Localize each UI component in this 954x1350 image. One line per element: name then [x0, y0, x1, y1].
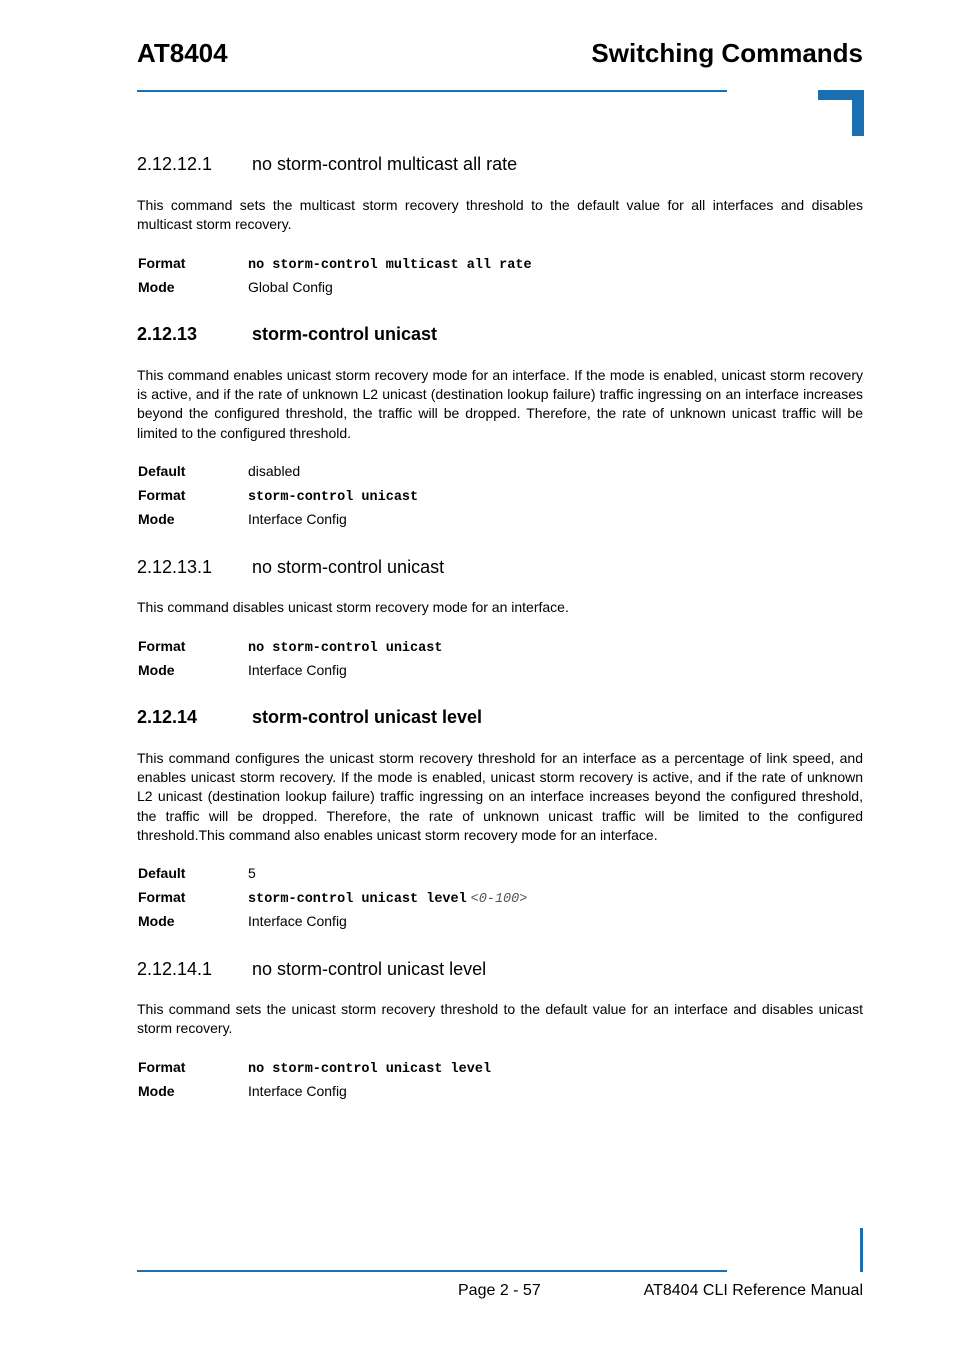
format-value: storm-control unicast	[248, 490, 419, 505]
header-product-title: AT8404	[137, 38, 228, 68]
mode-label: Mode	[138, 279, 175, 295]
default-label: Default	[138, 463, 186, 479]
mode-value: Global Config	[248, 279, 333, 295]
mode-row	[138, 277, 333, 297]
section-heading	[137, 323, 863, 345]
section-heading	[137, 556, 863, 578]
mode-row	[138, 660, 347, 680]
mode-label: Mode	[138, 1083, 175, 1099]
section-number: 2.12.14	[137, 707, 198, 727]
section-number: 2.12.13.1	[137, 557, 213, 577]
mode-value: Interface Config	[248, 1083, 347, 1099]
format-label: Format	[138, 889, 186, 905]
default-value: disabled	[248, 463, 301, 479]
mode-value: Interface Config	[248, 511, 347, 527]
section-number: 2.12.14.1	[137, 959, 213, 979]
section-title: no storm-control unicast	[252, 557, 445, 577]
format-row	[138, 253, 532, 273]
format-row	[138, 887, 527, 907]
default-value: 5	[248, 865, 256, 881]
section-body: This command configures the unicast storm recovery threshold for an interface as a percentage of link speed, and enables unicast storm recovery. If the mode is enabled, unicast storm recovery is active, and if the rate of unknown L2 unicast (destination lookup failure) traffic ingressing on an interface increases beyond the configured threshold, the traffic will be dropped. Therefore, the rate of unknown unicast traffic will be limited to the configured threshold.This command also enables unicast storm recovery mode for an interface.	[137, 750, 863, 843]
format-label: Format	[138, 255, 186, 271]
section-heading	[137, 153, 863, 175]
mode-label: Mode	[138, 913, 175, 929]
mode-value: Interface Config	[248, 662, 347, 678]
header-chapter-title: Switching Commands	[591, 38, 863, 68]
format-value: no storm-control multicast all rate	[248, 258, 532, 273]
mode-label: Mode	[138, 662, 175, 678]
mode-label: Mode	[138, 511, 175, 527]
section-body: This command sets the unicast storm recovery threshold to the default value for an interface and disables unicast storm recovery.	[137, 1001, 863, 1037]
section-title: no storm-control unicast level	[252, 959, 487, 979]
footer-rule	[137, 1270, 727, 1272]
mode-row	[138, 911, 347, 931]
header-rule	[137, 90, 727, 92]
section-number: 2.12.13	[137, 324, 198, 344]
section-body: This command enables unicast storm recovery mode for an interface. If the mode is enabled, unicast storm recovery is active, and if the rate of unknown L2 unicast (destination lookup failure) traffic ingressing on an interface increases beyond the configured threshold, the traffic will be dropped. Therefore, the rate of unknown unicast traffic will be limited to the configured threshold.	[137, 367, 863, 441]
section-body: This command disables unicast storm recovery mode for an interface.	[137, 599, 569, 615]
format-row	[138, 636, 442, 656]
format-label: Format	[138, 487, 186, 503]
section-title: storm-control unicast	[252, 324, 438, 344]
manual-title: AT8404 CLI Reference Manual	[643, 1282, 863, 1299]
section-title: storm-control unicast level	[252, 707, 483, 727]
section-number: 2.12.12.1	[137, 154, 213, 174]
format-label: Format	[138, 638, 186, 654]
format-argument: <0-100>	[470, 892, 528, 907]
section-title: no storm-control multicast all rate	[252, 154, 518, 174]
format-value: no storm-control unicast	[248, 641, 443, 656]
mode-value: Interface Config	[248, 913, 347, 929]
section-heading	[137, 958, 863, 980]
format-row	[138, 485, 418, 505]
section-heading	[137, 706, 863, 728]
mode-row	[138, 509, 347, 529]
section-body: This command sets the multicast storm recovery threshold to the default value for all interfaces and disables multicast storm recovery.	[137, 197, 863, 233]
default-row	[138, 461, 300, 481]
format-value: storm-control unicast level	[248, 892, 467, 907]
footer-corner-mark	[860, 1228, 863, 1272]
mode-row	[138, 1081, 347, 1101]
format-label: Format	[138, 1059, 186, 1075]
format-value: no storm-control unicast level	[248, 1062, 492, 1077]
default-row	[138, 863, 256, 883]
corner-mark-vertical	[852, 90, 864, 136]
page-number: Page 2 - 57	[458, 1282, 541, 1299]
format-row	[138, 1057, 491, 1077]
default-label: Default	[138, 865, 186, 881]
